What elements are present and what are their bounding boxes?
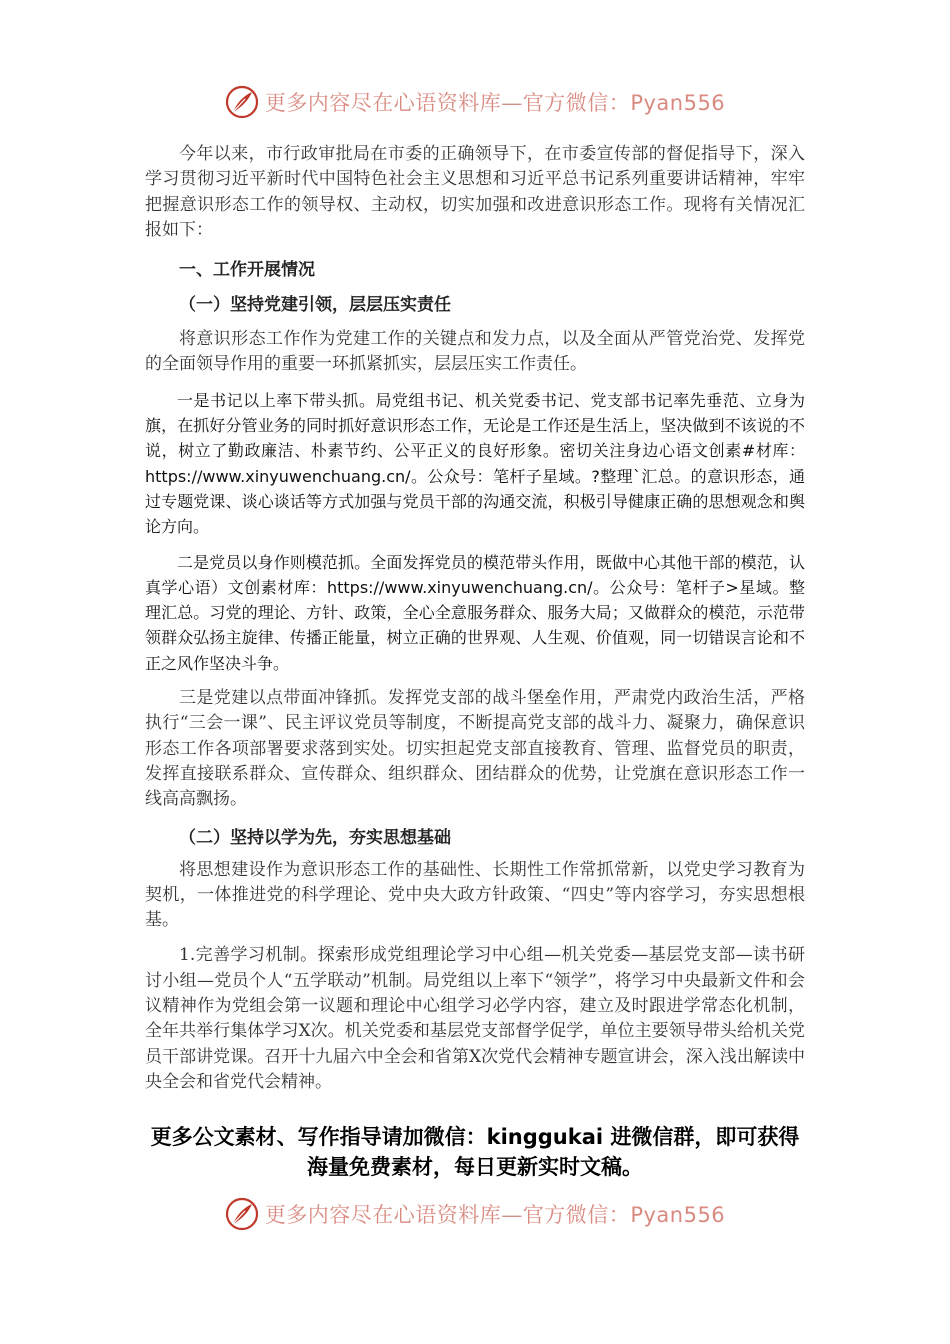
section-heading: 一、工作开展情况 xyxy=(179,260,315,281)
subsection-intro-paragraph: 将思想建设作为意识形态工作的基础性、长期性工作常抓常新，以党史学习教育为契机，一体推进党的科学理论、党中央大政方针政策、“四史”等内容学习，夯实思想根基。 xyxy=(145,859,805,931)
subsection-intro-paragraph: 将意识形态工作作为党建工作的关键点和发力点，以及全面从严管党治党、发挥党的全面领导作用的重要一环抓紧抓实，层层压实工作责任。 xyxy=(145,329,805,375)
banner-text: 更多内容尽在心语资料库—官方微信：Pyan556 xyxy=(264,91,726,115)
quill-pen-icon xyxy=(225,85,259,119)
numbered-item-paragraph: 1.完善学习机制。探索形成党组理论学习中心组—机关党委—基层党支部—读书研讨小组—党员个人“五学联动”机制。局党组以上率下“领学”，将学习中央最新文件和会议精神作为党组会第一议题和理论中心组学习必学内容，建立及时跟进学常态化机制，全年共举行集体学习Ⅹ次。机关党委和基层党支部督学促学，单位主要领导带头给机关党员干部讲党课。召开十九届六中全会和省第Ⅹ次党代会精神专题宣讲会，深入浅出解读中央全会和省党代会精神。 xyxy=(145,945,805,1092)
banner-text: 更多内容尽在心语资料库—官方微信：Pyan556 xyxy=(264,1203,726,1227)
header-watermark-banner xyxy=(0,80,950,124)
point-paragraph: 三是党建以点带面冲锋抓。发挥党支部的战斗堡垒作用，严肃党内政治生活，严格执行“三会一课”、民主评议党员等制度，不断提高党支部的战斗力、凝聚力，确保意识形态工作各项部署要求落到实处。切实担起党支部直接教育、管理、监督党员的职责，发挥直接联系群众、宣传群众、组织群众、团结群众的优势，让党旗在意识形态工作一线高高飘扬。 xyxy=(145,688,805,810)
subsection-heading: （一）坚持党建引领，层层压实责任 xyxy=(179,295,451,316)
point-paragraph: 一是书记以上率下带头抓。局党组书记、机关党委书记、党支部书记率先垂范、立身为旗，在抓好分管业务的同时抓好意识形态工作，无论是工作还是生活上，坚决做到不该说的不说，树立了勤政廉洁、朴素节约、公平正义的良好形象。密切关注身边心语文创素#材库：https://www.xinyuwenchuang.cn/。公众号：笔杆子星域。?整理`汇总。的意识形态，通过专题党课、谈心谈话等方式加强与党员干部的沟通交流，积极引导健康正确的思想观念和舆论方向。 xyxy=(145,390,805,537)
intro-paragraph: 今年以来，市行政审批局在市委的正确领导下，在市委宣传部的督促指导下，深入学习贯彻习近平新时代中国特色社会主义思想和习近平总书记系列重要讲话精神，牢牢把握意识形态工作的领导权、主动权，切实加强和改进意识形态工作。现将有关情况汇报如下： xyxy=(145,144,805,240)
promo-notice: 更多公文素材、写作指导请加微信：kinggukai 进微信群，即可获得海量免费素材，每日更新实时文稿。 xyxy=(150,1125,800,1179)
quill-pen-icon xyxy=(225,1197,259,1231)
point-paragraph: 二是党员以身作则模范抓。全面发挥党员的模范带头作用，既做中心其他干部的模范，认真学心语）文创素材库：https://www.xinyuwenchuang.cn/。公众号：笔杆子>星域。整理汇总。习党的理论、方针、政策，全心全意服务群众、服务大局；又做群众的模范，示范带领群众弘扬主旋律、传播正能量，树立正确的世界观、人生观、价值观，同一切错误言论和不正之风作坚决斗争。 xyxy=(145,552,805,673)
document-body xyxy=(145,142,805,1095)
subsection-heading: （二）坚持以学为先，夯实思想基础 xyxy=(179,827,451,848)
footer-watermark-banner xyxy=(0,1192,950,1236)
